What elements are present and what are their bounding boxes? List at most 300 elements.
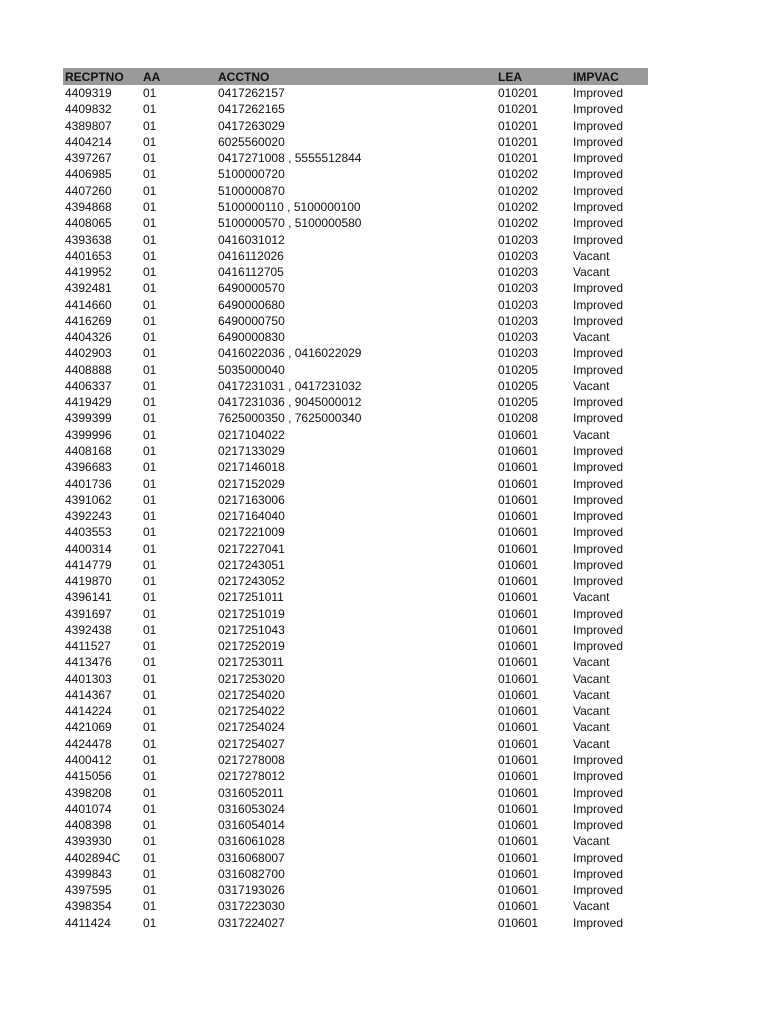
table-row[interactable] [63, 915, 648, 931]
table-row[interactable] [63, 638, 648, 654]
cell-recptno[interactable]: 4393930 [65, 834, 112, 849]
cell-impvac[interactable]: Improved [573, 183, 624, 198]
cell-lea[interactable]: 010601 [498, 606, 539, 621]
cell-aa[interactable]: 01 [143, 720, 157, 735]
cell-lea[interactable]: 010205 [498, 378, 539, 393]
table-row[interactable] [63, 654, 648, 670]
cell-aa[interactable]: 01 [143, 639, 157, 654]
cell-aa[interactable]: 01 [143, 736, 157, 751]
cell-impvac[interactable]: Improved [573, 362, 624, 377]
cell-aa[interactable]: 01 [143, 915, 157, 930]
cell-recptno[interactable]: 4415056 [65, 769, 112, 784]
cell-acctno[interactable]: 5100000870 [218, 183, 285, 198]
cell-recptno[interactable]: 4416269 [65, 313, 112, 328]
cell-impvac[interactable]: Improved [573, 622, 624, 637]
cell-acctno[interactable]: 0316082700 [218, 866, 285, 881]
cell-acctno[interactable]: 0417262157 [218, 86, 285, 101]
table-row[interactable] [63, 817, 648, 833]
cell-recptno[interactable]: 4414779 [65, 557, 112, 572]
table-row[interactable] [63, 362, 648, 378]
cell-impvac[interactable]: Vacant [573, 248, 610, 263]
cell-lea[interactable]: 010601 [498, 769, 539, 784]
cell-lea[interactable]: 010202 [498, 216, 539, 231]
cell-acctno[interactable]: 0416112705 [218, 265, 284, 280]
cell-lea[interactable]: 010601 [498, 704, 539, 719]
cell-aa[interactable]: 01 [143, 86, 157, 101]
cell-aa[interactable]: 01 [143, 753, 157, 768]
cell-aa[interactable]: 01 [143, 899, 157, 914]
cell-acctno[interactable]: 6490000570 [218, 281, 285, 296]
cell-lea[interactable]: 010601 [498, 557, 539, 572]
cell-lea[interactable]: 010201 [498, 86, 539, 101]
cell-aa[interactable]: 01 [143, 265, 157, 280]
cell-lea[interactable]: 010601 [498, 915, 539, 930]
cell-acctno[interactable]: 0217254020 [218, 687, 285, 702]
table-row[interactable] [63, 443, 648, 459]
cell-recptno[interactable]: 4400314 [65, 541, 112, 556]
cell-recptno[interactable]: 4409832 [65, 102, 112, 117]
table-row[interactable] [63, 801, 648, 817]
table-row[interactable] [63, 849, 648, 865]
header-aa[interactable]: AA [143, 69, 161, 84]
cell-acctno[interactable]: 0217251043 [218, 622, 285, 637]
cell-recptno[interactable]: 4407260 [65, 183, 112, 198]
cell-acctno[interactable]: 0217152029 [218, 476, 285, 491]
cell-acctno[interactable]: 0217254024 [218, 720, 285, 735]
cell-aa[interactable]: 01 [143, 883, 157, 898]
cell-impvac[interactable]: Vacant [573, 655, 610, 670]
cell-impvac[interactable]: Improved [573, 118, 624, 133]
table-row[interactable] [63, 557, 648, 573]
cell-recptno[interactable]: 4399843 [65, 866, 112, 881]
table-row[interactable] [63, 866, 648, 882]
table-row[interactable] [63, 768, 648, 784]
cell-impvac[interactable]: Improved [573, 492, 624, 507]
cell-aa[interactable]: 01 [143, 801, 157, 816]
cell-lea[interactable]: 010601 [498, 736, 539, 751]
cell-recptno[interactable]: 4419429 [65, 395, 112, 410]
cell-lea[interactable]: 010208 [498, 411, 539, 426]
header-lea[interactable]: LEA [498, 69, 522, 84]
cell-impvac[interactable]: Improved [573, 557, 624, 572]
cell-aa[interactable]: 01 [143, 704, 157, 719]
table-row[interactable] [63, 378, 648, 394]
table-row[interactable] [63, 394, 648, 410]
cell-recptno[interactable]: 4391697 [65, 606, 112, 621]
cell-aa[interactable]: 01 [143, 248, 157, 263]
cell-aa[interactable]: 01 [143, 395, 157, 410]
table-row[interactable] [63, 345, 648, 361]
cell-impvac[interactable]: Improved [573, 606, 624, 621]
cell-lea[interactable]: 010202 [498, 199, 539, 214]
cell-impvac[interactable]: Vacant [573, 427, 610, 442]
cell-recptno[interactable]: 4408888 [65, 362, 112, 377]
cell-acctno[interactable]: 0217251019 [218, 606, 285, 621]
cell-recptno[interactable]: 4399996 [65, 427, 112, 442]
cell-aa[interactable]: 01 [143, 622, 157, 637]
cell-aa[interactable]: 01 [143, 102, 157, 117]
cell-acctno[interactable]: 6490000680 [218, 297, 285, 312]
table-row[interactable] [63, 101, 648, 117]
cell-impvac[interactable]: Improved [573, 866, 624, 881]
cell-acctno[interactable]: 5035000040 [218, 362, 285, 377]
cell-impvac[interactable]: Vacant [573, 687, 610, 702]
cell-aa[interactable]: 01 [143, 541, 157, 556]
cell-acctno[interactable]: 0316053024 [218, 801, 285, 816]
table-row[interactable] [63, 134, 648, 150]
cell-acctno[interactable]: 0217146018 [218, 460, 285, 475]
cell-aa[interactable]: 01 [143, 492, 157, 507]
cell-lea[interactable]: 010601 [498, 671, 539, 686]
cell-impvac[interactable]: Improved [573, 313, 624, 328]
cell-lea[interactable]: 010205 [498, 395, 539, 410]
table-row[interactable] [63, 231, 648, 247]
cell-impvac[interactable]: Improved [573, 785, 624, 800]
cell-acctno[interactable]: 0417231031 , 0417231032 [218, 378, 362, 393]
cell-acctno[interactable]: 6025560020 [218, 134, 285, 149]
cell-impvac[interactable]: Improved [573, 443, 624, 458]
cell-lea[interactable]: 010601 [498, 427, 539, 442]
cell-aa[interactable]: 01 [143, 443, 157, 458]
cell-aa[interactable]: 01 [143, 606, 157, 621]
table-row[interactable] [63, 752, 648, 768]
cell-lea[interactable]: 010601 [498, 720, 539, 735]
cell-lea[interactable]: 010202 [498, 167, 539, 182]
cell-recptno[interactable]: 4396141 [65, 590, 112, 605]
table-row[interactable] [63, 573, 648, 589]
cell-impvac[interactable]: Improved [573, 346, 624, 361]
cell-impvac[interactable]: Improved [573, 883, 624, 898]
cell-impvac[interactable]: Vacant [573, 378, 610, 393]
cell-impvac[interactable]: Improved [573, 134, 624, 149]
cell-lea[interactable]: 010205 [498, 362, 539, 377]
cell-lea[interactable]: 010601 [498, 801, 539, 816]
cell-impvac[interactable]: Improved [573, 541, 624, 556]
table-row[interactable] [63, 313, 648, 329]
cell-recptno[interactable]: 4401736 [65, 476, 112, 491]
cell-acctno[interactable]: 0217163006 [218, 492, 285, 507]
cell-aa[interactable]: 01 [143, 866, 157, 881]
cell-lea[interactable]: 010601 [498, 639, 539, 654]
cell-impvac[interactable]: Improved [573, 818, 624, 833]
cell-recptno[interactable]: 4401303 [65, 671, 112, 686]
cell-acctno[interactable]: 0417263029 [218, 118, 285, 133]
cell-acctno[interactable]: 6490000750 [218, 313, 285, 328]
table-row[interactable] [63, 329, 648, 345]
cell-acctno[interactable]: 0416112026 [218, 248, 284, 263]
cell-acctno[interactable]: 0217164040 [218, 509, 285, 524]
cell-lea[interactable]: 010203 [498, 313, 539, 328]
cell-acctno[interactable]: 0416022036 , 0416022029 [218, 346, 362, 361]
cell-acctno[interactable]: 0316054014 [218, 818, 285, 833]
cell-lea[interactable]: 010601 [498, 834, 539, 849]
table-row[interactable] [63, 833, 648, 849]
cell-impvac[interactable]: Improved [573, 411, 624, 426]
cell-recptno[interactable]: 4392243 [65, 509, 112, 524]
cell-lea[interactable]: 010601 [498, 525, 539, 540]
cell-aa[interactable]: 01 [143, 330, 157, 345]
cell-acctno[interactable]: 0217104022 [218, 427, 285, 442]
cell-aa[interactable]: 01 [143, 590, 157, 605]
cell-impvac[interactable]: Improved [573, 199, 624, 214]
cell-acctno[interactable]: 0217252019 [218, 639, 285, 654]
cell-acctno[interactable]: 0316061028 [218, 834, 285, 849]
cell-lea[interactable]: 010601 [498, 541, 539, 556]
cell-impvac[interactable]: Improved [573, 232, 624, 247]
cell-recptno[interactable]: 4392438 [65, 622, 112, 637]
cell-lea[interactable]: 010601 [498, 590, 539, 605]
cell-aa[interactable]: 01 [143, 151, 157, 166]
cell-aa[interactable]: 01 [143, 671, 157, 686]
cell-aa[interactable]: 01 [143, 346, 157, 361]
cell-recptno[interactable]: 4397267 [65, 151, 112, 166]
cell-recptno[interactable]: 4408168 [65, 443, 112, 458]
cell-aa[interactable]: 01 [143, 199, 157, 214]
cell-aa[interactable]: 01 [143, 850, 157, 865]
cell-lea[interactable]: 010202 [498, 183, 539, 198]
cell-acctno[interactable]: 0217221009 [218, 525, 285, 540]
cell-acctno[interactable]: 0217278008 [218, 753, 285, 768]
cell-aa[interactable]: 01 [143, 232, 157, 247]
cell-recptno[interactable]: 4419952 [65, 265, 112, 280]
cell-recptno[interactable]: 4424478 [65, 736, 112, 751]
cell-recptno[interactable]: 4406985 [65, 167, 112, 182]
cell-lea[interactable]: 010203 [498, 265, 539, 280]
cell-acctno[interactable]: 0217227041 [218, 541, 285, 556]
table-row[interactable] [63, 215, 648, 231]
cell-impvac[interactable]: Vacant [573, 899, 610, 914]
cell-lea[interactable]: 010601 [498, 574, 539, 589]
cell-recptno[interactable]: 4419870 [65, 574, 112, 589]
cell-impvac[interactable]: Improved [573, 167, 624, 182]
cell-impvac[interactable]: Vacant [573, 834, 610, 849]
cell-lea[interactable]: 010201 [498, 102, 539, 117]
cell-lea[interactable]: 010601 [498, 850, 539, 865]
cell-aa[interactable]: 01 [143, 557, 157, 572]
cell-recptno[interactable]: 4400412 [65, 753, 112, 768]
cell-impvac[interactable]: Vacant [573, 736, 610, 751]
table-row[interactable] [63, 784, 648, 800]
table-row[interactable] [63, 459, 648, 475]
cell-recptno[interactable]: 4389807 [65, 118, 112, 133]
cell-recptno[interactable]: 4404326 [65, 330, 112, 345]
cell-lea[interactable]: 010201 [498, 118, 539, 133]
header-acctno[interactable]: ACCTNO [218, 69, 270, 84]
cell-impvac[interactable]: Improved [573, 525, 624, 540]
cell-impvac[interactable]: Vacant [573, 704, 610, 719]
cell-recptno[interactable]: 4396683 [65, 460, 112, 475]
cell-recptno[interactable]: 4398208 [65, 785, 112, 800]
cell-lea[interactable]: 010601 [498, 818, 539, 833]
cell-aa[interactable]: 01 [143, 460, 157, 475]
cell-impvac[interactable]: Vacant [573, 720, 610, 735]
cell-lea[interactable]: 010203 [498, 330, 539, 345]
cell-lea[interactable]: 010601 [498, 460, 539, 475]
table-row[interactable] [63, 492, 648, 508]
cell-lea[interactable]: 010203 [498, 281, 539, 296]
cell-recptno[interactable]: 4414224 [65, 704, 112, 719]
cell-lea[interactable]: 010601 [498, 785, 539, 800]
cell-lea[interactable]: 010601 [498, 476, 539, 491]
cell-impvac[interactable]: Improved [573, 476, 624, 491]
table-row[interactable] [63, 898, 648, 914]
table-row[interactable] [63, 410, 648, 426]
cell-impvac[interactable]: Improved [573, 753, 624, 768]
cell-impvac[interactable]: Improved [573, 86, 624, 101]
cell-acctno[interactable]: 0317193026 [218, 883, 285, 898]
cell-acctno[interactable]: 7625000350 , 7625000340 [218, 411, 362, 426]
table-row[interactable] [63, 687, 648, 703]
cell-lea[interactable]: 010601 [498, 883, 539, 898]
cell-recptno[interactable]: 4406337 [65, 378, 112, 393]
cell-lea[interactable]: 010601 [498, 443, 539, 458]
cell-impvac[interactable]: Improved [573, 151, 624, 166]
cell-aa[interactable]: 01 [143, 118, 157, 133]
table-row[interactable] [63, 508, 648, 524]
table-row[interactable] [63, 882, 648, 898]
cell-lea[interactable]: 010601 [498, 655, 539, 670]
cell-impvac[interactable]: Improved [573, 281, 624, 296]
table-row[interactable] [63, 166, 648, 182]
cell-recptno[interactable]: 4413476 [65, 655, 112, 670]
cell-acctno[interactable]: 0217253011 [218, 655, 284, 670]
cell-aa[interactable]: 01 [143, 134, 157, 149]
cell-aa[interactable]: 01 [143, 574, 157, 589]
table-row[interactable] [63, 671, 648, 687]
table-row[interactable] [63, 296, 648, 312]
cell-impvac[interactable]: Improved [573, 801, 624, 816]
cell-aa[interactable]: 01 [143, 313, 157, 328]
cell-impvac[interactable]: Improved [573, 395, 624, 410]
cell-lea[interactable]: 010203 [498, 232, 539, 247]
cell-aa[interactable]: 01 [143, 427, 157, 442]
cell-lea[interactable]: 010201 [498, 134, 539, 149]
cell-acctno[interactable]: 5100000720 [218, 167, 285, 182]
cell-acctno[interactable]: 0316052011 [218, 785, 284, 800]
cell-recptno[interactable]: 4403553 [65, 525, 112, 540]
cell-aa[interactable]: 01 [143, 818, 157, 833]
cell-recptno[interactable]: 4399399 [65, 411, 112, 426]
cell-aa[interactable]: 01 [143, 769, 157, 784]
table-row[interactable] [63, 248, 648, 264]
cell-aa[interactable]: 01 [143, 297, 157, 312]
cell-lea[interactable]: 010601 [498, 899, 539, 914]
cell-lea[interactable]: 010601 [498, 753, 539, 768]
cell-impvac[interactable]: Improved [573, 102, 624, 117]
cell-recptno[interactable]: 4401074 [65, 801, 112, 816]
cell-lea[interactable]: 010203 [498, 346, 539, 361]
table-row[interactable] [63, 150, 648, 166]
cell-recptno[interactable]: 4393638 [65, 232, 112, 247]
cell-aa[interactable]: 01 [143, 362, 157, 377]
cell-aa[interactable]: 01 [143, 525, 157, 540]
cell-acctno[interactable]: 0316068007 [218, 850, 285, 865]
cell-impvac[interactable]: Improved [573, 769, 624, 784]
table-row[interactable] [63, 606, 648, 622]
table-row[interactable] [63, 524, 648, 540]
table-row[interactable] [63, 427, 648, 443]
cell-acctno[interactable]: 0217278012 [218, 769, 285, 784]
cell-lea[interactable]: 010601 [498, 492, 539, 507]
table-row[interactable] [63, 589, 648, 605]
cell-lea[interactable]: 010201 [498, 151, 539, 166]
table-row[interactable] [63, 719, 648, 735]
table-row[interactable] [63, 540, 648, 556]
cell-impvac[interactable]: Vacant [573, 590, 610, 605]
cell-lea[interactable]: 010203 [498, 248, 539, 263]
cell-impvac[interactable]: Improved [573, 639, 624, 654]
cell-lea[interactable]: 010203 [498, 297, 539, 312]
table-row[interactable] [63, 264, 648, 280]
cell-lea[interactable]: 010601 [498, 509, 539, 524]
cell-impvac[interactable]: Improved [573, 574, 624, 589]
cell-acctno[interactable]: 0217254027 [218, 736, 285, 751]
cell-recptno[interactable]: 4409319 [65, 86, 112, 101]
cell-acctno[interactable]: 0417262165 [218, 102, 285, 117]
cell-acctno[interactable]: 0217243051 [218, 557, 285, 572]
cell-acctno[interactable]: 0417271008 , 5555512844 [218, 151, 362, 166]
cell-recptno[interactable]: 4408398 [65, 818, 112, 833]
cell-aa[interactable]: 01 [143, 834, 157, 849]
cell-impvac[interactable]: Vacant [573, 265, 610, 280]
cell-recptno[interactable]: 4401653 [65, 248, 112, 263]
cell-acctno[interactable]: 0317223030 [218, 899, 285, 914]
cell-impvac[interactable]: Improved [573, 850, 624, 865]
cell-lea[interactable]: 010601 [498, 687, 539, 702]
cell-aa[interactable]: 01 [143, 378, 157, 393]
cell-acctno[interactable]: 0317224027 [218, 915, 285, 930]
table-row[interactable] [63, 183, 648, 199]
cell-acctno[interactable]: 6490000830 [218, 330, 285, 345]
cell-recptno[interactable]: 4411424 [65, 915, 111, 930]
cell-recptno[interactable]: 4398354 [65, 899, 112, 914]
cell-recptno[interactable]: 4408065 [65, 216, 112, 231]
cell-recptno[interactable]: 4392481 [65, 281, 112, 296]
cell-recptno[interactable]: 4414660 [65, 297, 112, 312]
cell-impvac[interactable]: Vacant [573, 330, 610, 345]
cell-acctno[interactable]: 0217253020 [218, 671, 285, 686]
header-recptno[interactable]: RECPTNO [65, 69, 124, 84]
header-impvac[interactable]: IMPVAC [573, 69, 619, 84]
cell-recptno[interactable]: 4402894C [65, 850, 121, 865]
cell-impvac[interactable]: Improved [573, 460, 624, 475]
cell-lea[interactable]: 010601 [498, 866, 539, 881]
cell-acctno[interactable]: 5100000570 , 5100000580 [218, 216, 362, 231]
cell-aa[interactable]: 01 [143, 687, 157, 702]
cell-acctno[interactable]: 0217133029 [218, 443, 285, 458]
cell-aa[interactable]: 01 [143, 167, 157, 182]
cell-acctno[interactable]: 0217243052 [218, 574, 285, 589]
cell-aa[interactable]: 01 [143, 655, 157, 670]
cell-aa[interactable]: 01 [143, 785, 157, 800]
cell-acctno[interactable]: 0417231036 , 9045000012 [218, 395, 362, 410]
cell-acctno[interactable]: 0217254022 [218, 704, 285, 719]
cell-recptno[interactable]: 4394868 [65, 199, 112, 214]
cell-impvac[interactable]: Vacant [573, 671, 610, 686]
cell-impvac[interactable]: Improved [573, 915, 624, 930]
cell-aa[interactable]: 01 [143, 216, 157, 231]
table-row[interactable] [63, 199, 648, 215]
cell-impvac[interactable]: Improved [573, 297, 624, 312]
cell-aa[interactable]: 01 [143, 183, 157, 198]
cell-recptno[interactable]: 4397595 [65, 883, 112, 898]
table-row[interactable] [63, 118, 648, 134]
table-row[interactable] [63, 85, 648, 101]
cell-recptno[interactable]: 4404214 [65, 134, 112, 149]
table-row[interactable] [63, 280, 648, 296]
cell-aa[interactable]: 01 [143, 476, 157, 491]
cell-recptno[interactable]: 4421069 [65, 720, 112, 735]
